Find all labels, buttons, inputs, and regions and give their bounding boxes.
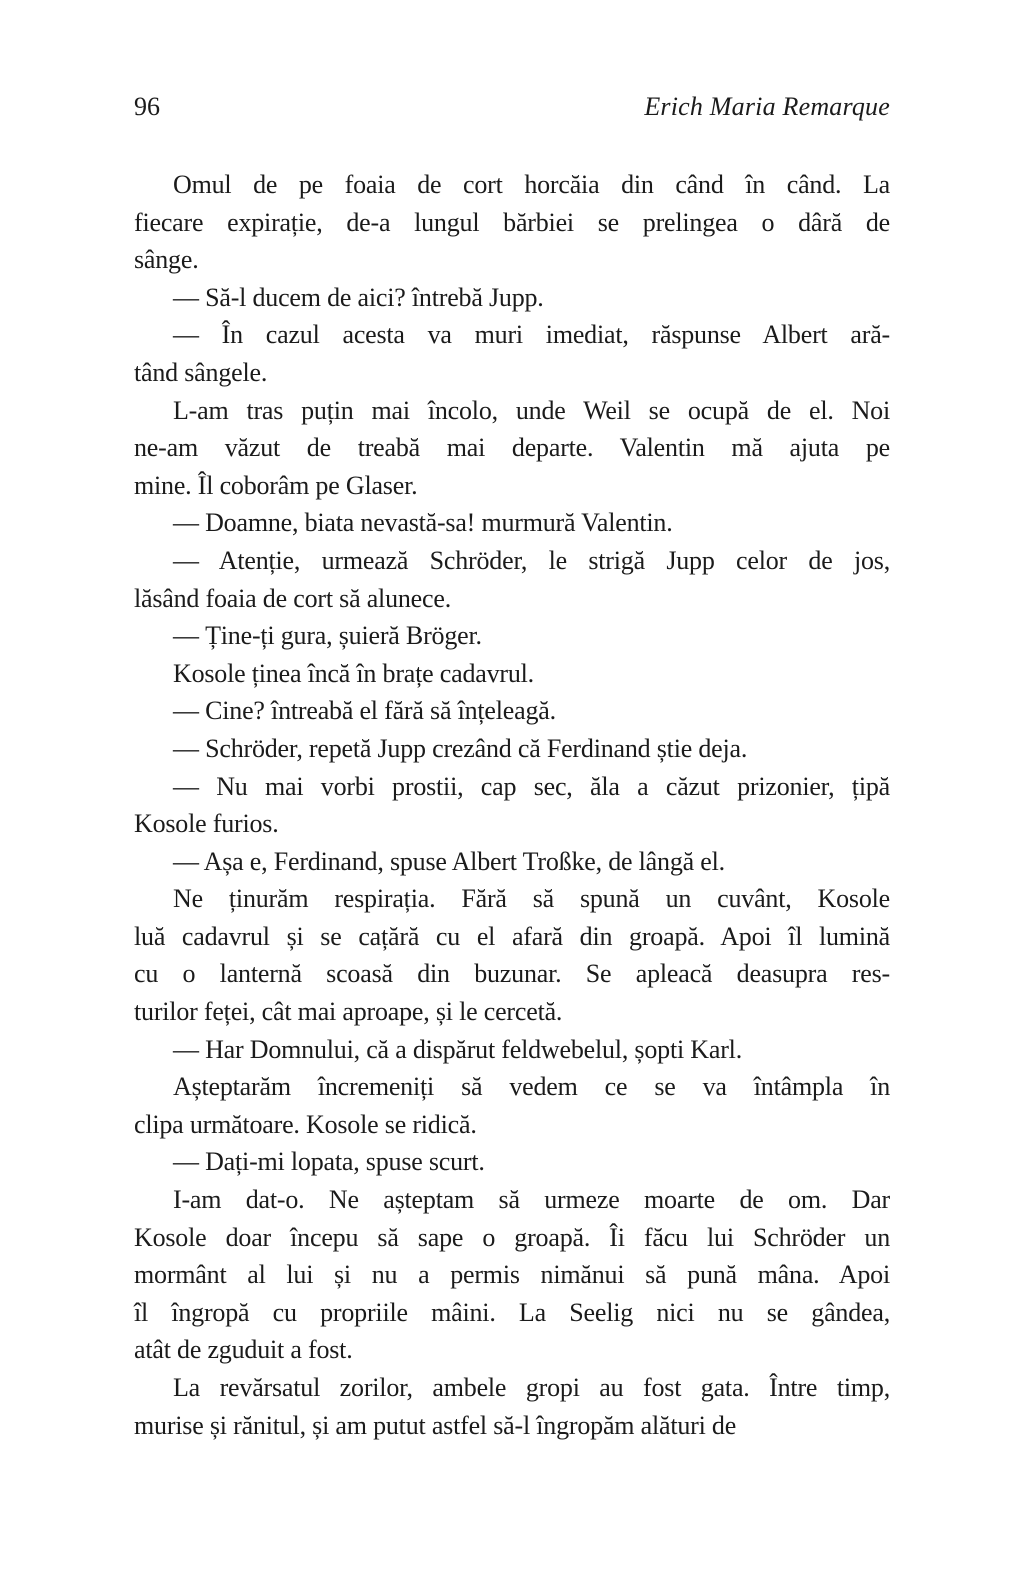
text-line: mine. Îl coborâm pe Glaser. xyxy=(134,470,418,500)
text-line: mormânt al lui și nu a permis nimănui să pună mâna. Apoi xyxy=(134,1260,890,1290)
text-line: Kosole doar începu să sape o groapă. Îi făcu lui Schröder un xyxy=(134,1222,890,1252)
paragraph xyxy=(134,730,890,768)
text-line: — Ține-ți gura, șuieră Bröger. xyxy=(173,621,482,651)
text-line: — Atenție, urmează Schröder, le strigă Jupp celor de jos, xyxy=(173,545,890,575)
paragraph xyxy=(134,504,890,542)
text-line: îl îngropă cu propriile mâini. La Seelig nici nu se gândea, xyxy=(134,1297,890,1327)
text-line: Omul de pe foaia de cort horcăia din când în când. La xyxy=(173,170,890,199)
text-line: — Har Domnului, că a dispărut feldwebelul, șopti Karl. xyxy=(173,1034,742,1064)
paragraph xyxy=(134,1181,890,1369)
paragraph xyxy=(134,655,890,693)
text-line: — Doamne, biata nevastă-sa! murmură Valentin. xyxy=(173,508,673,538)
text-line: luă cadavrul și se cațără cu el afară din groapă. Apoi îl lumină xyxy=(134,921,890,951)
paragraph xyxy=(134,1068,890,1143)
paragraph xyxy=(134,880,890,1030)
text-line: atât de zguduit a fost. xyxy=(134,1335,353,1365)
text-line: murise și rănitul, și am putut astfel să-l îngropăm alături de xyxy=(134,1410,737,1440)
paragraph xyxy=(134,1031,890,1069)
text-line: Așteptarăm încremeniți să vedem ce se va întâmpla în xyxy=(173,1072,890,1102)
text-line: L-am tras puțin mai încolo, unde Weil se ocupă de el. Noi xyxy=(173,395,890,425)
paragraph xyxy=(134,768,890,843)
text-line: clipa următoare. Kosole se ridică. xyxy=(134,1109,477,1139)
paragraph xyxy=(134,843,890,881)
text-line: — Să-l ducem de aici? întrebă Jupp. xyxy=(173,282,544,312)
paragraph xyxy=(134,279,890,317)
text-line: ne-am văzut de treabă mai departe. Valentin mă ajuta pe xyxy=(134,433,890,463)
text-line: La revărsatul zorilor, ambele gropi au fost gata. Între timp, xyxy=(173,1373,890,1402)
paragraph xyxy=(134,1143,890,1181)
text-line: turilor feței, cât mai aproape, și le cercetă. xyxy=(134,997,563,1027)
paragraph xyxy=(134,316,890,391)
text-line: — În cazul acesta va muri imediat, răspunse Albert ară- xyxy=(173,320,890,350)
paragraph xyxy=(134,692,890,730)
text-line: lăsând foaia de cort să alunece. xyxy=(134,583,451,613)
text-line: fiecare expirație, de-a lungul bărbiei se prelingea o dâră de xyxy=(134,207,890,237)
text-line: — Așa e, Ferdinand, spuse Albert Troßke, de lângă el. xyxy=(173,846,725,876)
text-line: Kosole furios. xyxy=(134,809,279,839)
running-head xyxy=(134,92,890,122)
paragraph xyxy=(134,542,890,617)
page-number: 96 xyxy=(134,92,160,121)
text-line: — Schröder, repetă Jupp crezând că Ferdinand știe deja. xyxy=(173,733,748,763)
body-text xyxy=(134,166,890,1444)
text-line: I-am dat-o. Ne așteptam să urmeze moarte de om. Dar xyxy=(173,1185,890,1215)
paragraph xyxy=(134,392,890,505)
text-line: — Dați-mi lopata, spuse scurt. xyxy=(173,1147,485,1177)
text-line: — Nu mai vorbi prostii, cap sec, ăla a căzut prizonier, țipă xyxy=(173,771,890,801)
text-line: tând sângele. xyxy=(134,357,268,387)
paragraph xyxy=(134,617,890,655)
text-line: Ne ținurăm respirația. Fără să spună un cuvânt, Kosole xyxy=(173,884,890,914)
running-head-author: Erich Maria Remarque xyxy=(644,92,890,121)
text-line: sânge. xyxy=(134,245,199,275)
text-line: cu o lanternă scoasă din buzunar. Se apleacă deasupra res- xyxy=(134,959,890,989)
paragraph xyxy=(134,166,890,279)
text-line: Kosole ținea încă în brațe cadavrul. xyxy=(173,658,534,688)
text-line: — Cine? întreabă el fără să înțeleagă. xyxy=(173,696,556,726)
paragraph xyxy=(134,1369,890,1444)
